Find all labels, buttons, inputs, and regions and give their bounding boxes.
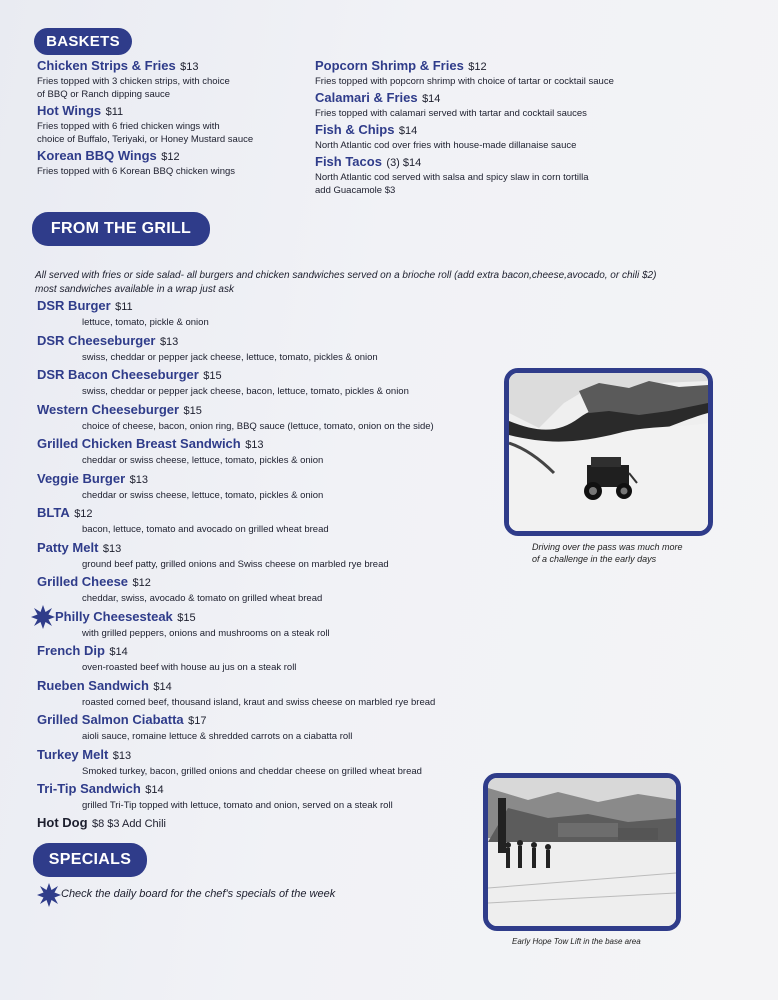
grill-item-name: Grilled Salmon Ciabatta	[37, 712, 184, 727]
grill-item	[37, 677, 517, 712]
basket-item-description: Fries topped with calamari served with tartar and cocktail sauces	[315, 108, 587, 119]
grill-heading	[32, 212, 210, 246]
grill-item-description: Smoked turkey, bacon, grilled onions and cheddar cheese on grilled wheat bread	[82, 765, 422, 777]
grill-item-price: $14	[145, 784, 164, 796]
grill-item-description: grilled Tri-Tip topped with lettuce, tomato and onion, served on a steak roll	[82, 800, 393, 811]
grill-item-price: $13	[159, 335, 179, 348]
car-photo-illustration	[509, 373, 708, 531]
starburst-icon	[37, 883, 61, 907]
grill-item	[37, 573, 517, 608]
basket-item-name: Fish & Chips	[315, 122, 395, 137]
hot-dog-price: $8 $3 Add Chili	[92, 818, 166, 830]
basket-item-description: North Atlantic cod over fries with house-made dillanaise sauce	[315, 140, 577, 151]
grill-item-price: $17	[188, 715, 207, 727]
grill-item-description: cheddar or swiss cheese, lettuce, tomato, pickles & onion	[82, 455, 324, 466]
grill-item	[37, 366, 517, 401]
specials-heading-label: SPECIALS	[48, 851, 132, 868]
grill-item-price: $13	[102, 542, 122, 555]
grill-item	[37, 504, 517, 539]
photo1-caption-line-2: of a challenge in the early days	[532, 554, 657, 564]
hot-dog-item	[37, 814, 166, 832]
grill-item	[37, 608, 517, 643]
basket-item-price: $14	[398, 125, 418, 137]
basket-item	[315, 90, 755, 120]
grill-item	[37, 539, 517, 574]
grill-item-description: swiss, cheddar or pepper jack cheese, lettuce, tomato, pickles & onion	[82, 351, 378, 363]
basket-item-description: Fries topped with 3 chicken strips, with choice	[37, 76, 230, 87]
grill-item-price: $13	[245, 439, 264, 451]
grill-item-name: BLTA	[37, 505, 70, 520]
grill-item-price: $15	[183, 404, 202, 417]
basket-item-name: Chicken Strips & Fries	[37, 58, 176, 73]
grill-item-price: $14	[153, 680, 172, 693]
baskets-left-column	[37, 58, 307, 180]
grill-item	[37, 435, 517, 470]
basket-item-name: Fish Tacos	[315, 154, 382, 169]
grill-item-name: Veggie Burger	[37, 470, 126, 486]
grill-item-description: cheddar or swiss cheese, lettuce, tomato, pickles & onion	[82, 489, 324, 501]
grill-item-description: ground beef patty, grilled onions and Swiss cheese on marbled rye bread	[82, 558, 389, 570]
grill-item-name: DSR Burger	[37, 298, 111, 313]
basket-item-description: Fries topped with 6 Korean BBQ chicken wings	[37, 166, 236, 177]
grill-item-description: cheddar, swiss, avocado & tomato on grilled wheat bread	[82, 593, 323, 604]
basket-item-description: add Guacamole $3	[315, 185, 396, 196]
baskets-heading	[34, 28, 132, 55]
grill-item	[37, 297, 517, 332]
grill-item-name: DSR Bacon Cheeseburger	[37, 367, 199, 382]
grill-item	[37, 642, 517, 677]
grill-item-price: $13	[112, 749, 132, 762]
baskets-heading-label: BASKETS	[46, 33, 120, 50]
grill-item-name: Patty Melt	[37, 539, 99, 555]
grill-item-description: choice of cheese, bacon, onion ring, BBQ sauce (lettuce, tomato, onion on the side)	[82, 420, 434, 432]
grill-item-price: $14	[109, 646, 128, 658]
grill-item	[37, 746, 517, 781]
grill-intro-line-1: All served with fries or side salad- all burgers and chicken sandwiches served on a brioche roll (add extra bacon,cheese,avocado, or chili $2)	[35, 270, 657, 281]
grill-item-description: oven-roasted beef with house au jus on a steak roll	[82, 662, 297, 673]
baskets-right-column	[315, 58, 755, 199]
basket-item-price: $12	[161, 151, 180, 163]
basket-item-description: of BBQ or Ranch dipping sauce	[37, 89, 171, 100]
grill-item-description: lettuce, tomato, pickle & onion	[82, 317, 209, 328]
grill-item-name: French Dip	[37, 643, 105, 658]
grill-item-description: roasted corned beef, thousand island, kraut and swiss cheese on marbled rye bread	[82, 696, 436, 708]
basket-item	[37, 103, 307, 146]
grill-menu-list	[37, 297, 517, 815]
grill-heading-label: FROM THE GRILL	[50, 220, 192, 237]
basket-item-description: Fries topped with 6 fried chicken wings with	[37, 121, 220, 132]
basket-item-price: $12	[468, 61, 487, 73]
basket-item-price: $13	[180, 61, 199, 73]
photo-car-on-pass	[504, 368, 713, 536]
basket-item-description: choice of Buffalo, Teriyaki, or Honey Mustard sauce	[37, 134, 254, 145]
specials-note: Check the daily board for the chef's specials of the week	[61, 888, 336, 900]
grill-item-name: Grilled Cheese	[37, 574, 129, 589]
grill-item	[37, 470, 517, 505]
basket-item-description: Fries topped with popcorn shrimp with choice of tartar or cocktail sauce	[315, 76, 614, 87]
grill-item-price: $15	[203, 370, 222, 382]
basket-item	[315, 58, 755, 88]
grill-item-description: aioli sauce, romaine lettuce & shredded carrots on a ciabatta roll	[82, 731, 353, 742]
basket-item-description: North Atlantic cod served with salsa and spicy slaw in corn tortilla	[315, 172, 589, 183]
grill-item-name: Turkey Melt	[37, 746, 109, 762]
photo-tow-lift	[483, 773, 681, 931]
basket-item-name: Calamari & Fries	[315, 90, 418, 105]
specials-heading	[33, 843, 147, 877]
basket-item	[37, 148, 307, 178]
grill-item	[37, 780, 517, 815]
basket-item-name: Korean BBQ Wings	[37, 148, 157, 163]
basket-item	[37, 58, 307, 101]
basket-item-price: $14	[422, 93, 441, 105]
hot-dog-name: Hot Dog	[37, 815, 88, 830]
basket-item-name: Hot Wings	[37, 103, 102, 118]
grill-item-price: $11	[115, 301, 133, 313]
grill-item-description: swiss, cheddar or pepper jack cheese, bacon, lettuce, tomato, pickles & onion	[82, 386, 409, 397]
basket-item-name: Popcorn Shrimp & Fries	[315, 58, 464, 73]
grill-item-name: Western Cheeseburger	[37, 401, 180, 417]
starburst-icon	[31, 605, 55, 629]
grill-item-description: bacon, lettuce, tomato and avocado on grilled wheat bread	[82, 524, 329, 535]
basket-item-price: $11	[105, 106, 124, 118]
basket-item	[315, 122, 755, 152]
basket-item-price: (3) $14	[386, 157, 422, 169]
grill-item-name: DSR Cheeseburger	[37, 332, 156, 348]
grill-item	[37, 332, 517, 367]
tow-lift-photo-illustration	[488, 778, 676, 926]
grill-item-price: $12	[74, 508, 93, 520]
grill-item-name: Philly Cheesesteak	[55, 608, 173, 624]
grill-item	[37, 711, 517, 746]
grill-item-price: $12	[132, 577, 151, 589]
grill-item-price: $15	[177, 611, 196, 624]
grill-item-name: Rueben Sandwich	[37, 677, 149, 693]
grill-item-price: $13	[129, 473, 148, 486]
photo2-caption: Early Hope Tow Lift in the base area	[512, 937, 641, 946]
grill-item-name: Tri-Tip Sandwich	[37, 781, 141, 796]
grill-intro-line-2: most sandwiches available in a wrap just ask	[35, 284, 234, 295]
grill-item-description: with grilled peppers, onions and mushrooms on a steak roll	[82, 627, 330, 639]
grill-item	[37, 401, 517, 436]
grill-item-name: Grilled Chicken Breast Sandwich	[37, 436, 241, 451]
basket-item	[315, 154, 755, 197]
photo1-caption-line-1: Driving over the pass was much more	[532, 542, 683, 552]
